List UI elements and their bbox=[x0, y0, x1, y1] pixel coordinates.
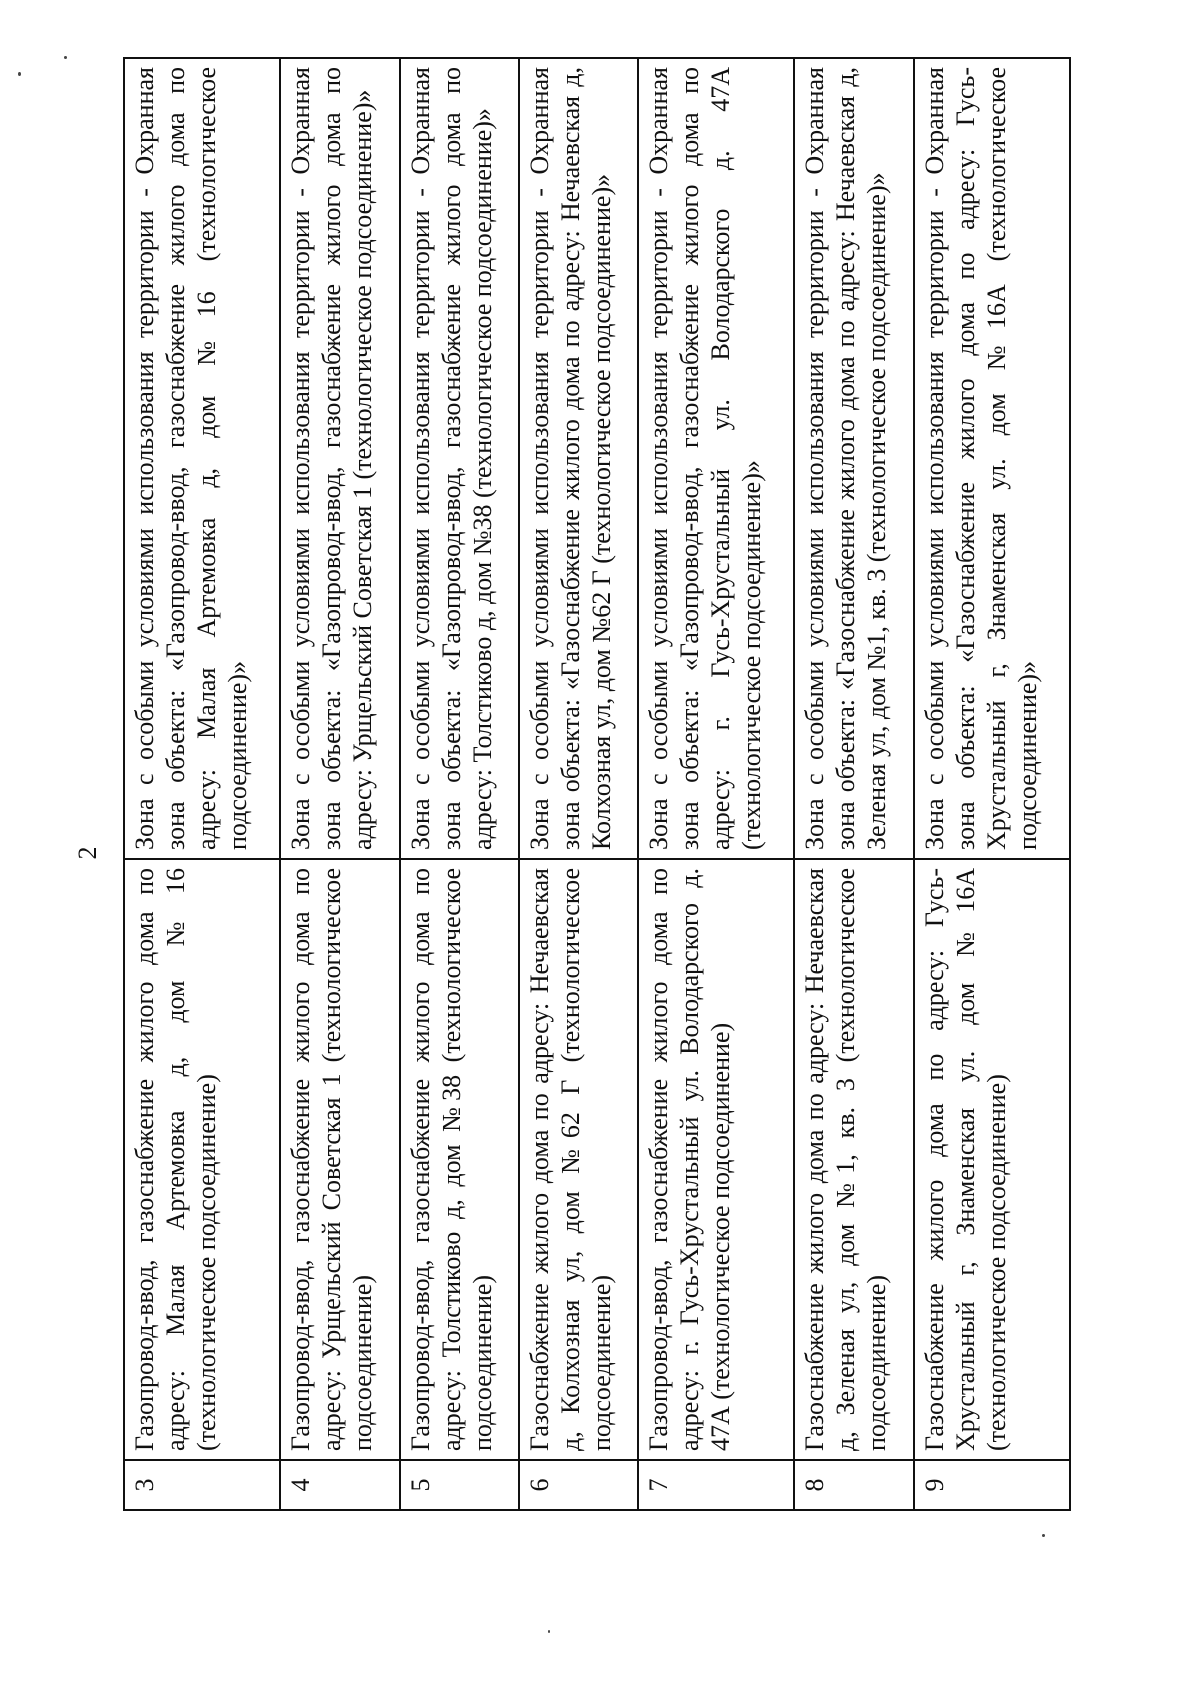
row-number-cell: 5 bbox=[400, 1460, 519, 1510]
zone-description-cell: Зона с особыми условиями использования территории - Охранная зона объекта: «Газопровод-ввод, газоснабжение жилого дома по адресу: Малая Артемовка д, дом №16 (технологическое подсоединение)» bbox=[124, 58, 280, 859]
zone-description-cell: Зона с особыми условиями использования территории - Охранная зона объекта: «Газоснабжение жилого дома по адресу: Гусь-Хрустальный г, Знаменская ул. дом №16А (технологическое подсоединение)» bbox=[914, 58, 1070, 859]
row-number-cell: 8 bbox=[794, 1460, 913, 1510]
page-number: 2 bbox=[73, 846, 102, 860]
table-row bbox=[519, 58, 638, 1510]
rotated-table-container bbox=[123, 57, 1071, 1511]
zone-description-cell: Зона с особыми условиями использования территории - Охранная зона объекта: «Газоснабжение жилого дома по адресу: Нечаевская д, Колхозная ул, дом №62 Г (технологическое подсоединение)» bbox=[519, 58, 638, 859]
zone-description-cell: Зона с особыми условиями использования территории - Охранная зона объекта: «Газоснабжение жилого дома по адресу: Нечаевская д, Зеленая ул, дом №1, кв. 3 (технологическое подсоединение)» bbox=[794, 58, 913, 859]
object-description-cell: Газоснабжение жилого дома по адресу: Нечаевская д, Зеленая ул, дом №1, кв. 3 (технологическое подсоединение) bbox=[794, 859, 913, 1460]
zone-description-cell: Зона с особыми условиями использования территории - Охранная зона объекта: «Газопровод-ввод, газоснабжение жилого дома по адресу: Урщельский Советская 1 (технологическое подсоединение)» bbox=[280, 58, 399, 859]
row-number-cell: 7 bbox=[638, 1460, 794, 1510]
scan-speck bbox=[1042, 1534, 1045, 1537]
table-row bbox=[124, 58, 280, 1510]
row-number-cell: 4 bbox=[280, 1460, 399, 1510]
table-row bbox=[914, 58, 1070, 1510]
object-description-cell: Газопровод-ввод, газоснабжение жилого дома по адресу: Урщельский Советская 1 (технологическое подсоединение) bbox=[280, 859, 399, 1460]
scan-speck bbox=[548, 1630, 550, 1633]
table-row bbox=[400, 58, 519, 1510]
protection-zones-table bbox=[123, 57, 1071, 1511]
scan-speck bbox=[18, 72, 21, 76]
row-number-cell: 3 bbox=[124, 1460, 280, 1510]
row-number-cell: 6 bbox=[519, 1460, 638, 1510]
table-row bbox=[280, 58, 399, 1510]
table-row bbox=[794, 58, 913, 1510]
object-description-cell: Газопровод-ввод, газоснабжение жилого дома по адресу: г. Гусь-Хрустальный ул. Володарского д. 47А (технологическое подсоединение) bbox=[638, 859, 794, 1460]
table-row bbox=[638, 58, 794, 1510]
zone-description-cell: Зона с особыми условиями использования территории - Охранная зона объекта: «Газопровод-ввод, газоснабжение жилого дома по адресу: г. Гусь-Хрустальный ул. Володарского д. 47А (технологическое подсоединение)» bbox=[638, 58, 794, 859]
object-description-cell: Газопровод-ввод, газоснабжение жилого дома по адресу: Малая Артемовка д, дом №16 (технологическое подсоединение) bbox=[124, 859, 280, 1460]
row-number-cell: 9 bbox=[914, 1460, 1070, 1510]
object-description-cell: Газопровод-ввод, газоснабжение жилого дома по адресу: Толстиково д, дом №38 (технологическое подсоединение) bbox=[400, 859, 519, 1460]
zone-description-cell: Зона с особыми условиями использования территории - Охранная зона объекта: «Газопровод-ввод, газоснабжение жилого дома по адресу: Толстиково д, дом №38 (технологическое подсоединение)» bbox=[400, 58, 519, 859]
object-description-cell: Газоснабжение жилого дома по адресу: Нечаевская д, Колхозная ул, дом №62 Г (технологическое подсоединение) bbox=[519, 859, 638, 1460]
table-body bbox=[124, 58, 1070, 1510]
scan-speck bbox=[64, 56, 67, 59]
object-description-cell: Газоснабжение жилого дома по адресу: Гусь-Хрустальный г, Знаменская ул. дом №16А (технологическое подсоединение) bbox=[914, 859, 1070, 1460]
